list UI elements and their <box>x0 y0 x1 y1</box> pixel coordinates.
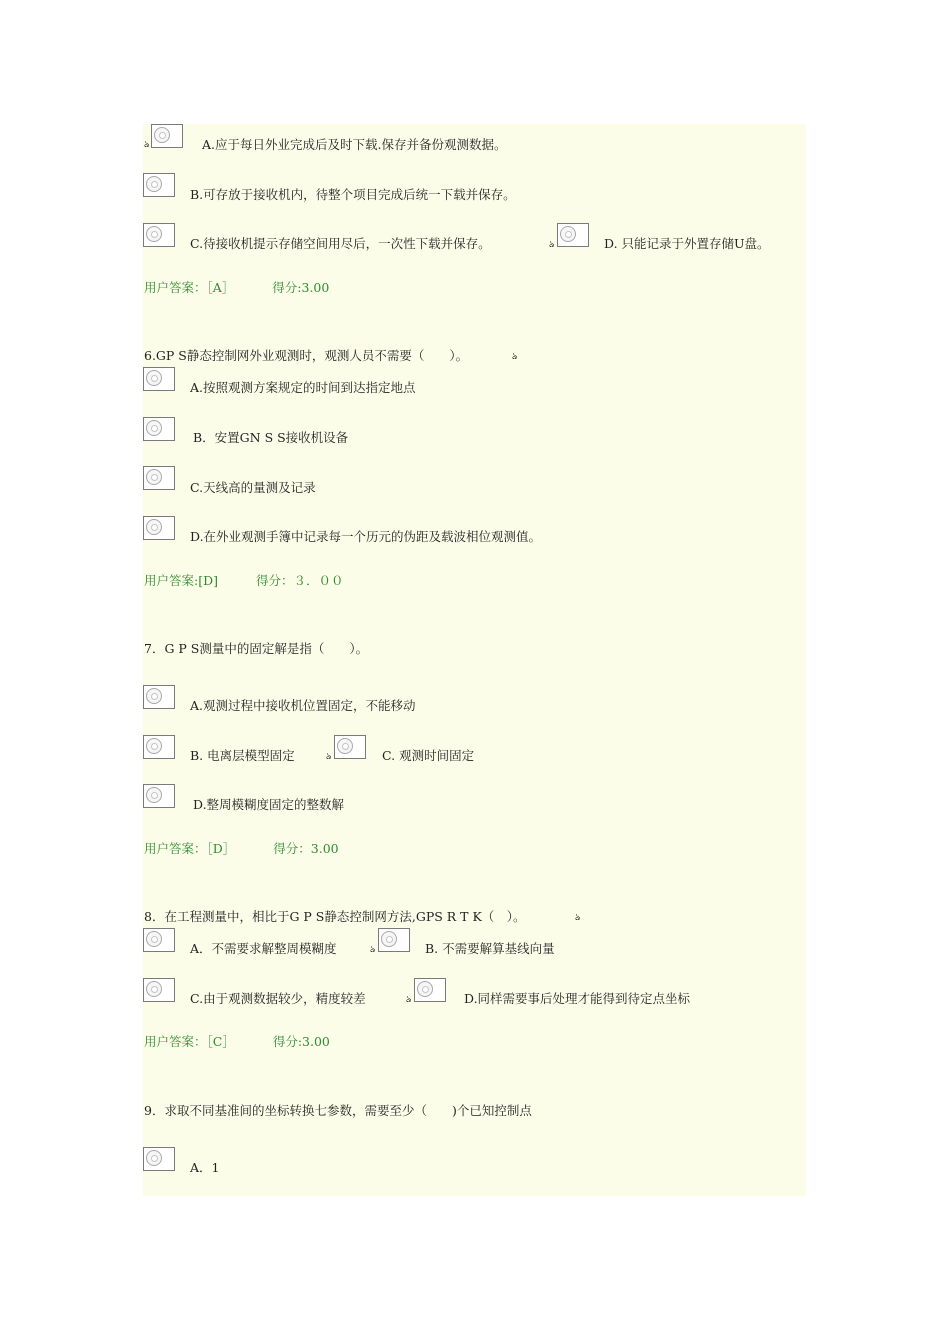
radio-q6-b[interactable] <box>143 417 175 441</box>
q5-option-d: D. 只能记录于外置存储U盘。 <box>604 236 770 251</box>
q8-option-b: B. 不需要解算基线向量 <box>425 941 555 956</box>
radio-q7-a[interactable] <box>143 685 175 709</box>
radio-q8-b[interactable] <box>378 928 410 952</box>
radio-q5-c[interactable] <box>143 223 175 247</box>
q5-score: 得分:3.00 <box>272 280 330 295</box>
q7-question: 7．G P S测量中的固定解是指（ ）。 <box>144 641 369 656</box>
q6-option-c: C.天线高的量测及记录 <box>190 480 316 495</box>
q7-option-a: A.观测过程中接收机位置固定，不能移动 <box>190 698 416 713</box>
radio-q8-d[interactable] <box>414 978 446 1002</box>
radio-q5-d[interactable] <box>557 223 589 247</box>
q8-option-a: A．不需要求解整周模糊度 <box>190 941 337 956</box>
q7-user-answer <box>144 841 339 857</box>
return-mark-icon: ঌ <box>549 240 555 250</box>
q8-option-d: D.同样需要事后处理才能得到待定点坐标 <box>464 991 691 1006</box>
radio-q7-b[interactable] <box>143 735 175 759</box>
q6-answer-text: 用户答案:[D] <box>144 573 218 588</box>
q6-question: 6.GP S静态控制网外业观测时，观测人员不需要（ ）。 <box>144 348 469 363</box>
q8-answer-text: 用户答案：［C］ <box>144 1034 235 1049</box>
radio-q7-d[interactable] <box>143 784 175 808</box>
q9-option-a: A．1 <box>190 1160 220 1175</box>
q7-option-d: D.整周模糊度固定的整数解 <box>193 797 345 812</box>
q6-score: 得分：３．００ <box>256 573 344 588</box>
q5-option-a: A.应于每日外业完成后及时下载.保存并备份观测数据。 <box>202 137 507 152</box>
q9-question: 9．求取不同基准间的坐标转换七参数，需要至少（ )个已知控制点 <box>144 1103 532 1118</box>
q7-option-c: C. 观测时间固定 <box>382 748 475 763</box>
q5-option-b: B.可存放于接收机内，待整个项目完成后统一下载并保存。 <box>190 187 516 202</box>
radio-q6-d[interactable] <box>143 516 175 540</box>
q5-option-c: C.待接收机提示存储空间用尽后，一次性下载并保存。 <box>190 236 491 251</box>
return-mark-icon: ঌ <box>575 913 581 923</box>
q6-option-d: D.在外业观测手簿中记录每一个历元的伪距及载波相位观测值。 <box>190 529 542 544</box>
return-mark-icon: ঌ <box>406 995 412 1005</box>
radio-q6-a[interactable] <box>143 367 175 391</box>
radio-q6-c[interactable] <box>143 466 175 490</box>
return-mark-icon: ঌ <box>370 945 376 955</box>
q6-option-b: B．安置GN S S接收机设备 <box>193 430 349 445</box>
q7-score: 得分：3.00 <box>273 841 339 856</box>
radio-q9-a[interactable] <box>143 1147 175 1171</box>
q8-question: 8．在工程测量中，相比于G P S静态控制网方法,GPS R T K（ ）。 <box>144 909 526 924</box>
radio-q7-c[interactable] <box>334 735 366 759</box>
q8-option-c: C.由于观测数据较少，精度较差 <box>190 991 366 1006</box>
radio-q5-b[interactable] <box>143 173 175 197</box>
q7-answer-text: 用户答案：［D］ <box>144 841 236 856</box>
q6-option-a: A.按照观测方案规定的时间到达指定地点 <box>190 380 416 395</box>
return-mark-icon: ঌ <box>326 752 332 762</box>
radio-q8-a[interactable] <box>143 928 175 952</box>
q8-user-answer <box>144 1034 330 1050</box>
q6-user-answer <box>144 573 344 589</box>
q7-option-b: B. 电离层模型固定 <box>190 748 295 763</box>
q5-answer-text: 用户答案：［A］ <box>144 280 235 295</box>
return-mark-icon: ঌ <box>512 352 518 362</box>
radio-q5-a[interactable] <box>151 124 183 148</box>
q8-score: 得分:3.00 <box>272 1034 330 1049</box>
return-mark-icon: ঌ <box>144 140 150 150</box>
q5-user-answer <box>144 280 329 296</box>
radio-q8-c[interactable] <box>143 978 175 1002</box>
